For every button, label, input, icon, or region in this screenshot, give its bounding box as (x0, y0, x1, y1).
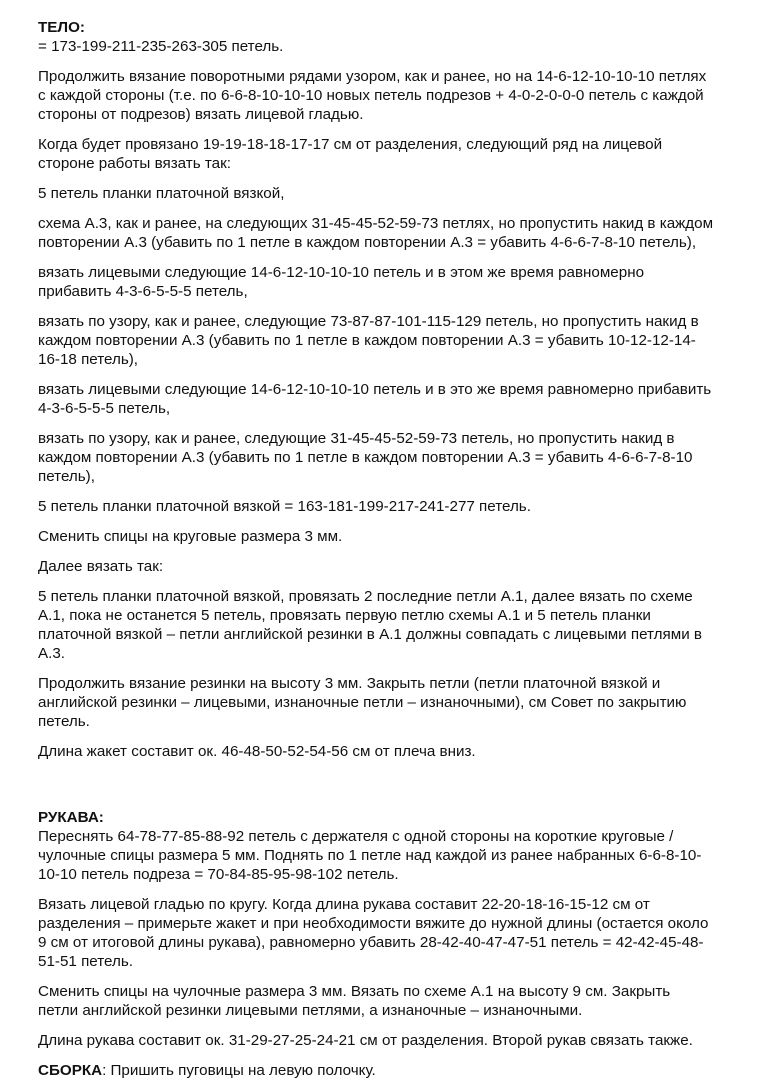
paragraph (38, 674, 760, 731)
sleeves-section (38, 808, 760, 1050)
body-section (38, 18, 760, 761)
paragraph (38, 497, 760, 516)
text-line: вязать по узору, как и ранее, следующие 31-45-45-52-59-73 петель, но пропустить накид в (38, 430, 675, 447)
text-line: Продолжить вязание поворотными рядами узором, как и ранее, но на 14-6-12-10-10-10 петлях (38, 68, 707, 85)
text-line: каждом повторении А.3 (убавить по 1 петле в каждом повторении А.3 = убавить 10-12-12-14- (38, 332, 696, 349)
text-line: разделения – примерьте жакет и при необходимости вяжите до нужной длины (остается около (38, 915, 709, 932)
paragraph (38, 429, 760, 486)
paragraph (38, 312, 760, 369)
assembly-paragraph (38, 1061, 760, 1080)
paragraph (38, 827, 760, 884)
assembly-label: СБОРКА (38, 1062, 103, 1079)
assembly-text: : Пришить пуговицы на левую полочку. (102, 1062, 376, 1079)
text-line: каждом повторении А.3 (убавить по 1 петле в каждом повторении А.3 = убавить 4-6-6-7-8-10 (38, 449, 693, 466)
text-line: Продолжить вязание резинки на высоту 3 мм. Закрыть петли (петли платочной вязкой и (38, 675, 661, 692)
text-line: петель. (38, 713, 90, 730)
text-line: Длина жакет составит ок. 46-48-50-52-54-56 см от плеча вниз. (38, 743, 476, 760)
text-line: 5 петель планки платочной вязкой, (38, 185, 285, 202)
paragraph (38, 1031, 760, 1050)
text-line: вязать лицевыми следующие 14-6-12-10-10-10 петель и в это же время равномерно прибавить (38, 381, 712, 398)
text-line: Вязать лицевой гладью по кругу. Когда длина рукава составит 22-20-18-16-15-12 см от (38, 896, 650, 913)
text-line: 5 петель планки платочной вязкой = 163-181-199-217-241-277 петель. (38, 498, 531, 515)
section-heading-body: ТЕЛО: (38, 19, 85, 36)
assembly-line (38, 1061, 760, 1080)
text-line: Далее вязать так: (38, 558, 164, 575)
paragraph (38, 184, 760, 203)
text-line: 10-10 петель подреза = 70-84-85-95-98-102 петель. (38, 866, 399, 883)
text-line: петли английской резинки лицевыми петлями, а изнаночные – изнаночными. (38, 1002, 583, 1019)
section-heading-sleeves: РУКАВА: (38, 809, 104, 826)
text-line: 16-18 петель), (38, 351, 139, 368)
paragraph (38, 982, 760, 1020)
text-line: Когда будет провязано 19-19-18-18-17-17 см от разделения, следующий ряд на лицевой (38, 136, 663, 153)
text-line: 51-51 петель. (38, 953, 133, 970)
text-line: = 173-199-211-235-263-305 петель. (38, 38, 284, 55)
text-line: повторении А.3 (убавить по 1 петле в каждом повторении А.3 = убавить 4-6-6-7-8-10 петель), (38, 234, 697, 251)
paragraph (38, 67, 760, 124)
text-line: Длина рукава составит ок. 31-29-27-25-24-21 см от разделения. Второй рукав связать также. (38, 1032, 693, 1049)
paragraph (38, 527, 760, 546)
paragraph (38, 895, 760, 971)
text-line: 9 см от итоговой длины рукава), равномерно убавить 28-42-40-47-47-51 петель = 42-42-45-48- (38, 934, 704, 951)
paragraph (38, 380, 760, 418)
body-paragraphs (38, 67, 760, 761)
paragraph (38, 742, 760, 761)
text-line: чулочные спицы размера 5 мм. Поднять по 1 петле над каждой из ранее набранных 6-6-8-10- (38, 847, 702, 864)
paragraph (38, 587, 760, 663)
paragraph (38, 557, 760, 576)
text-line: стороны от подрезов) вязать лицевой гладью. (38, 106, 364, 123)
paragraph (38, 135, 760, 173)
text-line: прибавить 4-3-6-5-5-5 петель, (38, 283, 248, 300)
text-line: Сменить спицы на чулочные размера 3 мм. Вязать по схеме А.1 на высоту 9 см. Закрыть (38, 983, 671, 1000)
text-line: Переснять 64-78-77-85-88-92 петель с держателя с одной стороны на короткие круговые / (38, 828, 674, 845)
document-page (38, 18, 760, 1091)
text-line: с каждой стороны (т.е. по 6-6-8-10-10-10 новых петель подрезов + 4-0-2-0-0-0 петель с каждой (38, 87, 704, 104)
text-line: платочной вязкой – петли английской резинки в А.1 должны совпадать с лицевыми петлями в (38, 626, 702, 643)
text-line: схема А.3, как и ранее, на следующих 31-45-45-52-59-73 петлях, но пропустить накид в каждом (38, 215, 714, 232)
paragraph (38, 214, 760, 252)
text-line: 5 петель планки платочной вязкой, провязать 2 последние петли А.1, далее вязать по схеме (38, 588, 693, 605)
text-line: вязать по узору, как и ранее, следующие 73-87-87-101-115-129 петель, но пропустить накид в (38, 313, 699, 330)
text-line: вязать лицевыми следующие 14-6-12-10-10-10 петель и в этом же время равномерно (38, 264, 645, 281)
text-line: Сменить спицы на круговые размера 3 мм. (38, 528, 343, 545)
text-line: стороне работы вязать так: (38, 155, 231, 172)
text-line: 4-3-6-5-5-5 петель, (38, 400, 171, 417)
text-line: английской резинки – лицевыми, изнаночные петли – изнаночными), см Совет по закрытию (38, 694, 687, 711)
sleeves-paragraphs (38, 827, 760, 1050)
section-divider-space (38, 772, 760, 808)
text-line: А.1, пока не останется 5 петель, провязать первую петлю схемы А.1 и 5 петель планки (38, 607, 651, 624)
body-stitch-count (38, 37, 760, 56)
text-line: петель), (38, 468, 95, 485)
text-line: А.3. (38, 645, 66, 662)
paragraph (38, 263, 760, 301)
